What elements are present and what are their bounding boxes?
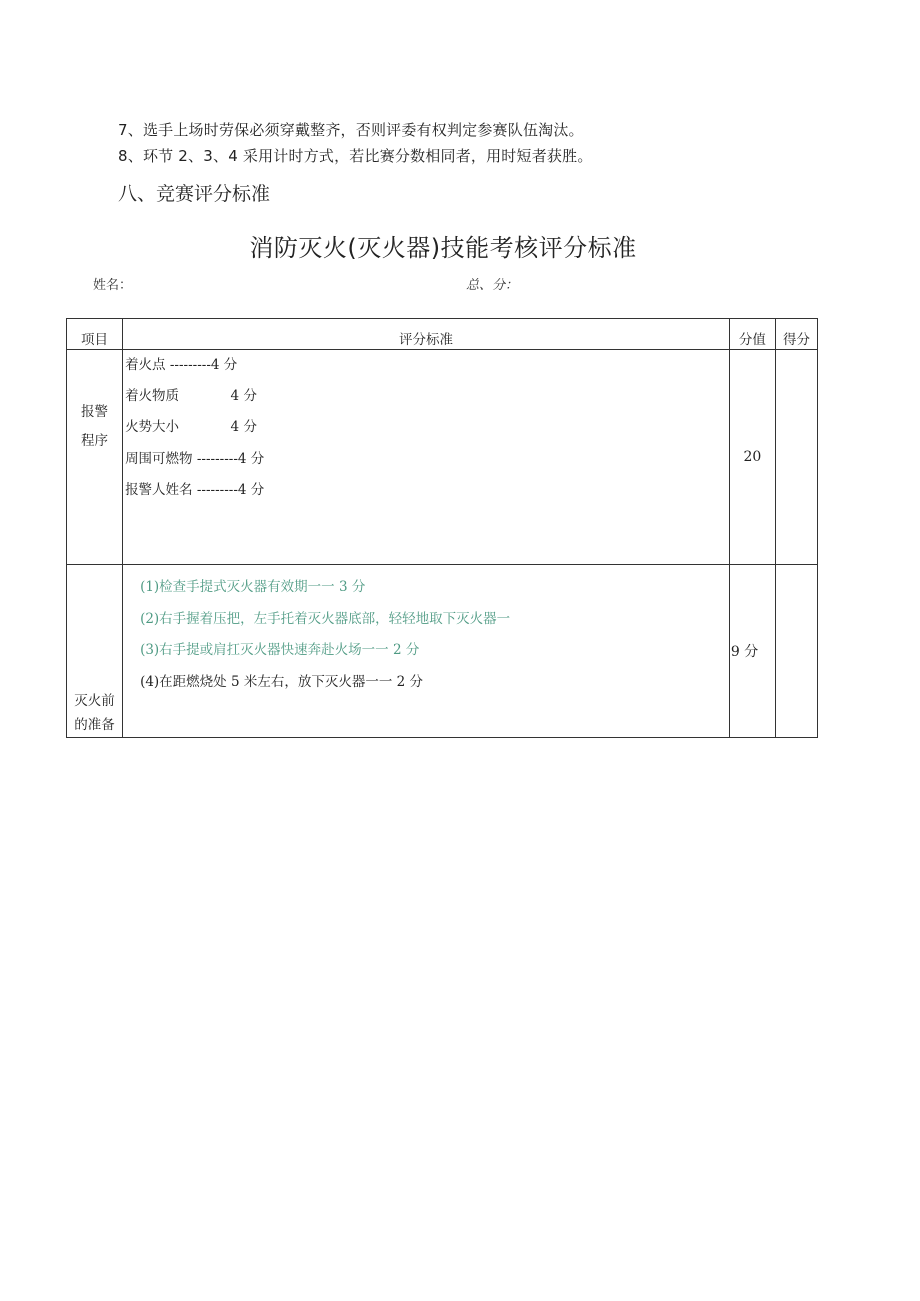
scoring-table (66, 318, 818, 738)
criteria-cell (123, 565, 730, 738)
criteria-item: 着火点 ---------4 分 (125, 357, 238, 373)
total-score-label: 总、分： (466, 278, 519, 293)
section-heading: 八、竞赛评分标准 (118, 183, 271, 205)
criteria-item: 报警人姓名 ---------4 分 (125, 481, 265, 498)
criteria-item: (1)检查手提式灭火器有效期一一 3 分 (140, 579, 366, 595)
item-cell (67, 350, 123, 565)
score-got-cell[interactable] (775, 350, 817, 565)
item-label-line2: 的准备 (74, 717, 115, 733)
item-cell (67, 565, 123, 738)
criteria-item: 火势大小 4 分 (125, 419, 257, 436)
table-row (67, 350, 818, 565)
criteria-item: 着火物质 4 分 (125, 388, 257, 405)
document-title: 消防灭火(灭火器)技能考核评分标准 (249, 234, 637, 262)
item-label-line2: 程序 (81, 433, 109, 449)
criteria-cell (123, 350, 730, 565)
rule-7: 7、选手上场时劳保必须穿戴整齐，否则评委有权判定参赛队伍淘汰。 (118, 121, 584, 139)
header-criteria: 评分标准 (123, 319, 730, 350)
item-label-line1: 报警 (81, 404, 109, 420)
header-item: 项目 (67, 319, 123, 350)
header-score-got: 得分 (775, 319, 817, 350)
score-got-cell[interactable] (775, 565, 817, 738)
criteria-item: 周围可燃物 ---------4 分 (125, 450, 265, 467)
criteria-list (123, 350, 729, 506)
table-row (67, 565, 818, 738)
table-header-row (67, 319, 818, 350)
criteria-list (123, 565, 729, 698)
score-value-cell: 9 分 (729, 565, 775, 738)
score-value-cell: 20 (729, 350, 775, 565)
header-score-value: 分值 (729, 319, 775, 350)
name-label: 姓名： (93, 278, 133, 293)
item-label-line1: 灭火前 (74, 693, 115, 709)
criteria-item: (2)右手握着压把，左手托着灭火器底部，轻轻地取下灭火器一 (140, 610, 511, 627)
criteria-item: (4)在距燃烧处 5 米左右，放下灭火器一一 2 分 (140, 673, 424, 690)
criteria-item: (3)右手提或肩扛灭火器快速奔赴火场一一 2 分 (140, 642, 420, 658)
rule-8: 8、环节 2、3、4 采用计时方式，若比赛分数相同者，用时短者获胜。 (118, 147, 593, 165)
